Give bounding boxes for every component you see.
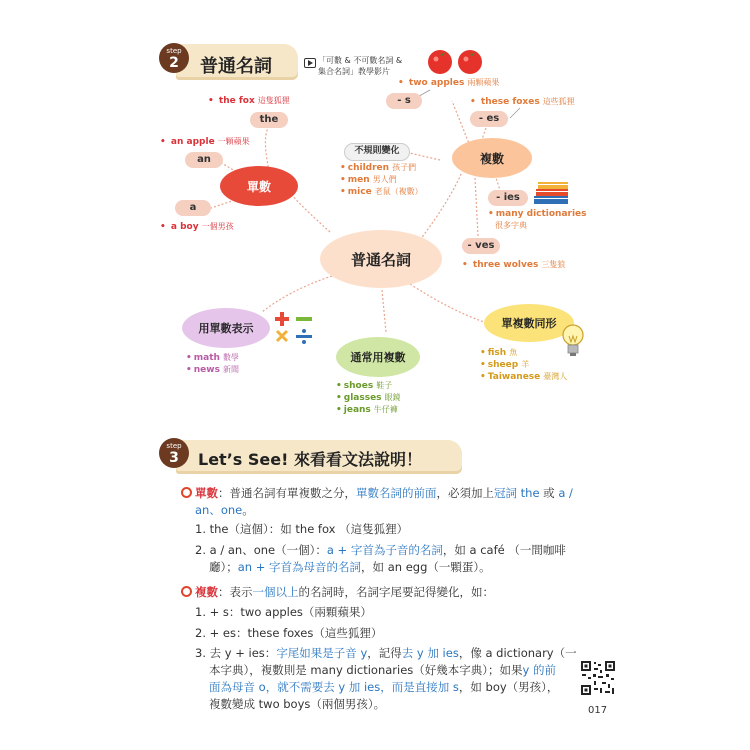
ves-example: • three wolves 三隻狼 xyxy=(462,259,565,270)
usually-plural-list xyxy=(336,380,401,416)
singular-form-list xyxy=(186,352,239,376)
usually-plural-item: • jeans 牛仔褲 xyxy=(336,404,401,416)
usually-plural-item: • shoes 鞋子 xyxy=(336,380,401,392)
singular-rule-2-line1: 2. a / an、one（一個）：a + 字首為子音的名詞，如 a café （一間咖啡 xyxy=(195,543,566,557)
plural-rule-3-line2: 本字典），複數則是 many dictionaries（好幾本字典）；如果y 的前 xyxy=(209,663,557,677)
books-icon xyxy=(532,180,572,206)
the-example: • the fox 這隻狐狸 xyxy=(208,95,290,106)
step3-badge: step 3 xyxy=(159,438,189,468)
irregular-list xyxy=(340,162,423,198)
a-example: • a boy 一個男孩 xyxy=(160,221,234,232)
irregular-item: • men 男人們 xyxy=(340,174,423,186)
video-note[interactable]: 「可數 & 不可數名詞 & 集合名詞」教學影片 xyxy=(318,56,403,76)
singular-form-item: • news 新聞 xyxy=(186,364,239,376)
math-symbols-icon xyxy=(274,310,316,346)
plural-rule-1: 1. + s：two apples（兩顆蘋果） xyxy=(195,605,372,619)
suffix-s-pill: - s xyxy=(386,93,422,109)
qr-code-icon[interactable] xyxy=(580,660,616,696)
singular-rule-2-line2: 廳）；an + 字首為母音的名詞，如 an egg（一顆蛋）。 xyxy=(209,560,491,574)
suffix-ves-pill: - ves xyxy=(462,238,500,254)
same-form-item: • Taiwanese 臺灣人 xyxy=(480,371,567,383)
plural-rule-3-line1: 3. 去 y + ies：字尾如果是子音 y，記得去 y 加 ies，像 a dictionary（一 xyxy=(195,646,577,660)
circle-bullet-icon xyxy=(181,586,192,597)
plural-node: 複數 xyxy=(452,138,532,178)
ies-example: • many dictionaries 很多字典 xyxy=(488,209,587,231)
same-form-list xyxy=(480,347,567,383)
same-form-item: • sheep 羊 xyxy=(480,359,567,371)
singular-form-item: • math 數學 xyxy=(186,352,239,364)
usually-plural-item: • glasses 眼鏡 xyxy=(336,392,401,404)
plural-intro: 複數：表示一個以上的名詞時，名詞字尾要記得變化，如： xyxy=(181,584,494,601)
suffix-es-pill: - es xyxy=(470,111,508,127)
step2-badge: step 2 xyxy=(159,43,189,73)
article-a-pill: a xyxy=(175,200,211,216)
circle-bullet-icon xyxy=(181,487,192,498)
article-an-pill: an xyxy=(185,152,223,168)
suffix-ies-pill: - ies xyxy=(488,190,528,206)
usually-plural-node: 通常用複數 xyxy=(336,337,420,377)
s-example: • two apples 兩顆蘋果 xyxy=(398,77,499,88)
plural-rule-3-line4: 複數變成 two boys（兩個男孩）。 xyxy=(209,697,386,711)
mindmap-center: 普通名詞 xyxy=(320,230,442,288)
irregular-pill: 不規則變化 xyxy=(344,143,410,161)
singular-rule-1: 1. the（這個）：如 the fox （這隻狐狸） xyxy=(195,522,409,536)
step2-title: 普通名詞 xyxy=(200,56,272,77)
plural-rule-3-line3: 面為母音 o，就不需要去 y 加 ies，而是直接加 s，如 boy（男孩）， xyxy=(209,680,559,694)
singular-intro-line1: 單數：普通名詞有單複數之分，單數名詞的前面，必須加上冠詞 the 或 a / xyxy=(181,485,573,502)
es-example: • these foxes 這些狐狸 xyxy=(470,96,575,107)
an-example: • an apple 一顆蘋果 xyxy=(160,136,250,147)
singular-form-node: 用單數表示 xyxy=(182,308,270,348)
page-number: 017 xyxy=(588,705,608,716)
article-the-pill: the xyxy=(250,112,288,128)
singular-intro-line2: an、one。 xyxy=(195,503,254,517)
same-form-node: 單複數同形 xyxy=(484,304,574,342)
irregular-item: • mice 老鼠（複數） xyxy=(340,186,423,198)
step3-title: Let’s See! 來看看文法說明！ xyxy=(198,450,422,469)
same-form-item: • fish 魚 xyxy=(480,347,567,359)
singular-node: 單數 xyxy=(220,166,298,206)
plural-rule-2: 2. + es：these foxes（這些狐狸） xyxy=(195,626,383,640)
irregular-item: • children 孩子們 xyxy=(340,162,423,174)
